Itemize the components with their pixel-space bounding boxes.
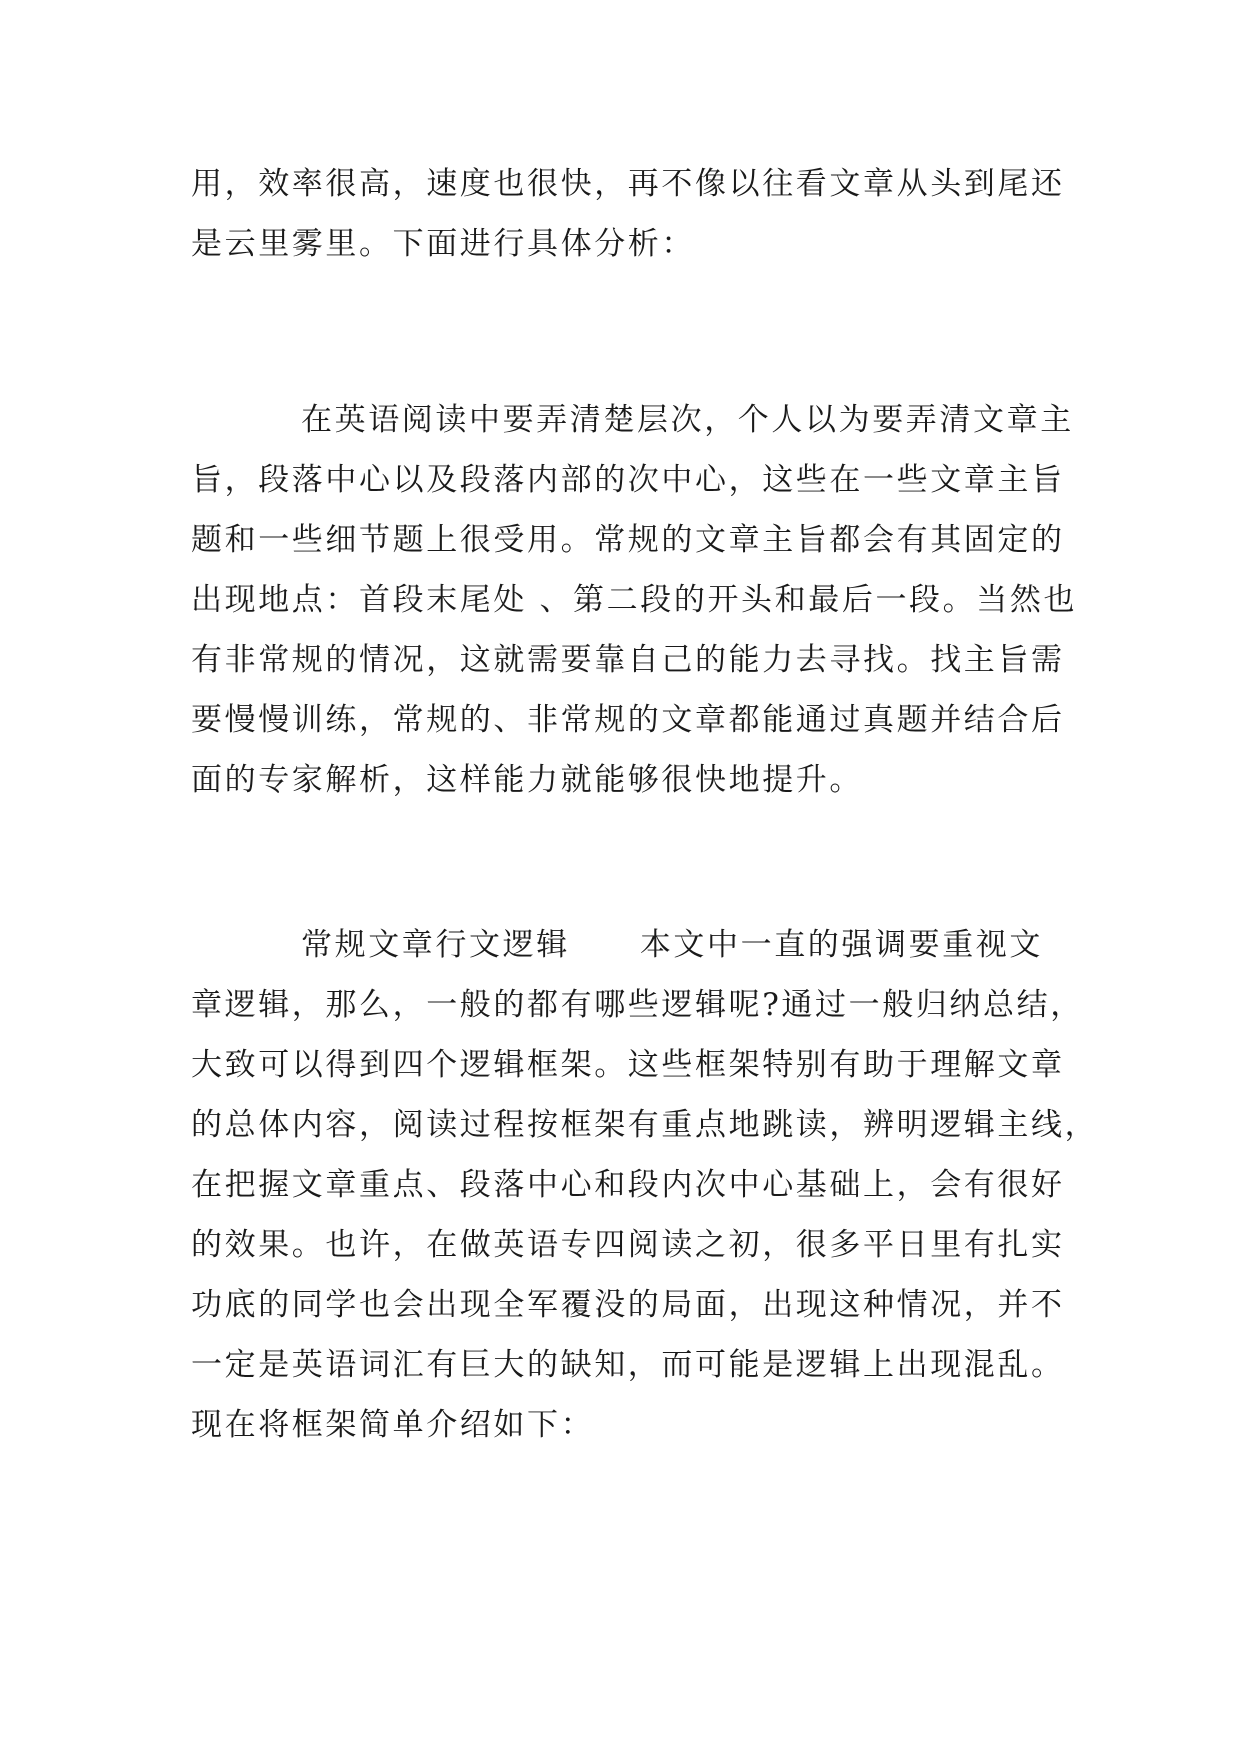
text-line: 在英语阅读中要弄清楚层次，个人以为要弄清文章主 — [301, 402, 1074, 438]
text-line: 有非常规的情况，这就需要靠自己的能力去寻找。找主旨需 — [191, 642, 1065, 678]
text-line: 用，效率很高，速度也很快，再不像以往看文章从头到尾还 — [191, 166, 1065, 202]
text-line: 在把握文章重点、段落中心和段内次中心基础上，会有很好 — [191, 1167, 1065, 1203]
text-line: 出现地点：首段末尾处 、第二段的开头和最后一段。当然也 — [191, 582, 1078, 618]
paragraph-reading-layers — [191, 390, 1078, 810]
text-line: 功底的同学也会出现全军覆没的局面，出现这种情况，并不 — [191, 1287, 1065, 1323]
section-heading: 常规文章行文逻辑 — [301, 927, 570, 963]
text-line: 章逻辑，那么，一般的都有哪些逻辑呢?通过一般归纳总结， — [191, 987, 1084, 1023]
text-line: 是云里雾里。下面进行具体分析： — [191, 226, 695, 262]
text-line: 现在将框架简单介绍如下： — [191, 1407, 595, 1443]
text-line: 旨，段落中心以及段落内部的次中心，这些在一些文章主旨 — [191, 462, 1065, 498]
paragraph-intro-continuation — [191, 154, 1071, 274]
text-line — [191, 915, 1071, 975]
text-line: 大致可以得到四个逻辑框架。这些框架特别有助于理解文章 — [191, 1047, 1065, 1083]
first-line-text: 本文中一直的强调要重视文 — [639, 927, 1044, 963]
text-line: 一定是英语词汇有巨大的缺知，而可能是逻辑上出现混乱。 — [191, 1347, 1065, 1383]
text-line: 题和一些细节题上很受用。常规的文章主旨都会有其固定的 — [191, 522, 1065, 558]
text-line: 要慢慢训练，常规的、非常规的文章都能通过真题并结合后 — [191, 702, 1065, 738]
text-line: 的总体内容，阅读过程按框架有重点地跳读，辨明逻辑主线， — [191, 1107, 1099, 1143]
text-line: 的效果。也许，在做英语专四阅读之初，很多平日里有扎实 — [191, 1227, 1065, 1263]
text-line: 面的专家解析，这样能力就能够很快地提升。 — [191, 762, 863, 798]
paragraph-article-logic — [191, 915, 1099, 1455]
